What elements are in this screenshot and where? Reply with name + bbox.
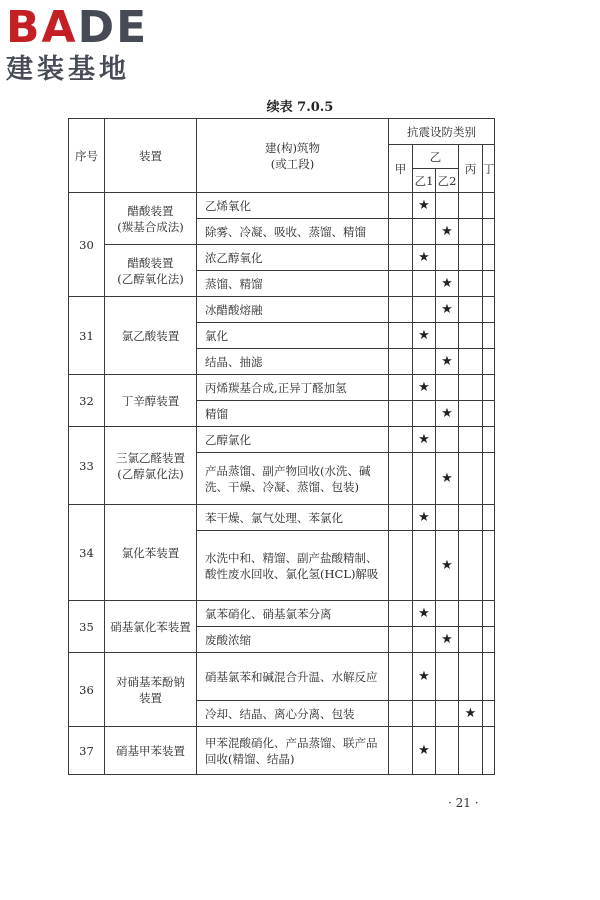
star-mark: ★ [436,531,459,601]
process-name: 废酸浓缩 [197,627,389,653]
device-name: 硝基甲苯装置 [105,727,197,775]
star-mark: ★ [436,627,459,653]
header-building: 建(构)筑物 (或工段) [197,119,389,193]
table-row [69,505,495,531]
star-mark: ★ [413,505,436,531]
row-number: 37 [69,727,105,775]
star-mark: ★ [413,727,436,775]
star-mark: ★ [459,701,483,727]
process-name: 结晶、抽滤 [197,349,389,375]
seismic-category-table [68,118,495,775]
device-name: 醋酸装置 (乙醇氧化法) [105,245,197,297]
logo-wordmark: BADE [6,2,149,53]
device-name: 丁辛醇装置 [105,375,197,427]
process-name: 冰醋酸熔融 [197,297,389,323]
star-mark: ★ [436,219,459,245]
star-mark: ★ [436,297,459,323]
row-number: 36 [69,653,105,727]
process-name: 浓乙醇氧化 [197,245,389,271]
table-row [69,601,495,627]
row-number: 31 [69,297,105,375]
process-name: 产品蒸馏、副产物回收(水洗、碱洗、干燥、冷凝、蒸馏、包装) [197,453,389,505]
device-name: 硝基氯化苯装置 [105,601,197,653]
header-yi2: 乙2 [436,169,459,193]
process-name: 硝基氯苯和碱混合升温、水解反应 [197,653,389,701]
process-name: 乙醇氯化 [197,427,389,453]
star-mark: ★ [436,271,459,297]
table-row [69,427,495,453]
device-name: 三氯乙醛装置 (乙醇氯化法) [105,427,197,505]
device-name: 氯乙酸装置 [105,297,197,375]
logo-subtitle: 建装基地 [6,54,130,85]
device-name: 氯化苯装置 [105,505,197,601]
process-name: 蒸馏、精馏 [197,271,389,297]
page-number: · 21 · [448,796,479,810]
process-name: 丙烯羰基合成,正异丁醛加氢 [197,375,389,401]
header-seq: 序号 [69,119,105,193]
device-name: 对硝基苯酚钠 装置 [105,653,197,727]
process-name: 除雾、冷凝、吸收、蒸馏、精馏 [197,219,389,245]
star-mark: ★ [413,245,436,271]
table-row [69,245,495,271]
table-caption: 续表 7.0.5 [266,100,334,115]
process-name: 精馏 [197,401,389,427]
process-name: 氯化 [197,323,389,349]
table-row [69,727,495,775]
table-row [69,297,495,323]
process-name: 乙烯氧化 [197,193,389,219]
star-mark: ★ [413,653,436,701]
star-mark: ★ [436,349,459,375]
process-name: 冷却、结晶、离心分离、包装 [197,701,389,727]
table-row [69,193,495,219]
star-mark: ★ [413,375,436,401]
star-mark: ★ [413,427,436,453]
device-name: 醋酸装置 (羰基合成法) [105,193,197,245]
row-number: 35 [69,601,105,653]
header-ding: 丁 [483,145,495,193]
brand-logo [6,4,148,86]
header-yi: 乙 [413,145,459,169]
star-mark: ★ [413,193,436,219]
row-number: 34 [69,505,105,601]
header-category: 抗震设防类别 [389,119,495,145]
star-mark: ★ [436,453,459,505]
row-number: 33 [69,427,105,505]
row-number: 30 [69,193,105,297]
star-mark: ★ [436,401,459,427]
header-bing: 丙 [459,145,483,193]
star-mark: ★ [413,601,436,627]
table-row [69,375,495,401]
header-row [69,119,495,145]
process-name: 苯干燥、氯气处理、苯氯化 [197,505,389,531]
process-name: 氯苯硝化、硝基氯苯分离 [197,601,389,627]
process-name: 甲苯混酸硝化、产品蒸馏、联产品回收(精馏、结晶) [197,727,389,775]
header-yi1: 乙1 [413,169,436,193]
process-name: 水洗中和、精馏、副产盐酸精制、酸性废水回收、氯化氢(HCL)解吸 [197,531,389,601]
table-row [69,653,495,701]
row-number: 32 [69,375,105,427]
star-mark: ★ [413,323,436,349]
header-device: 装置 [105,119,197,193]
header-jia: 甲 [389,145,413,193]
